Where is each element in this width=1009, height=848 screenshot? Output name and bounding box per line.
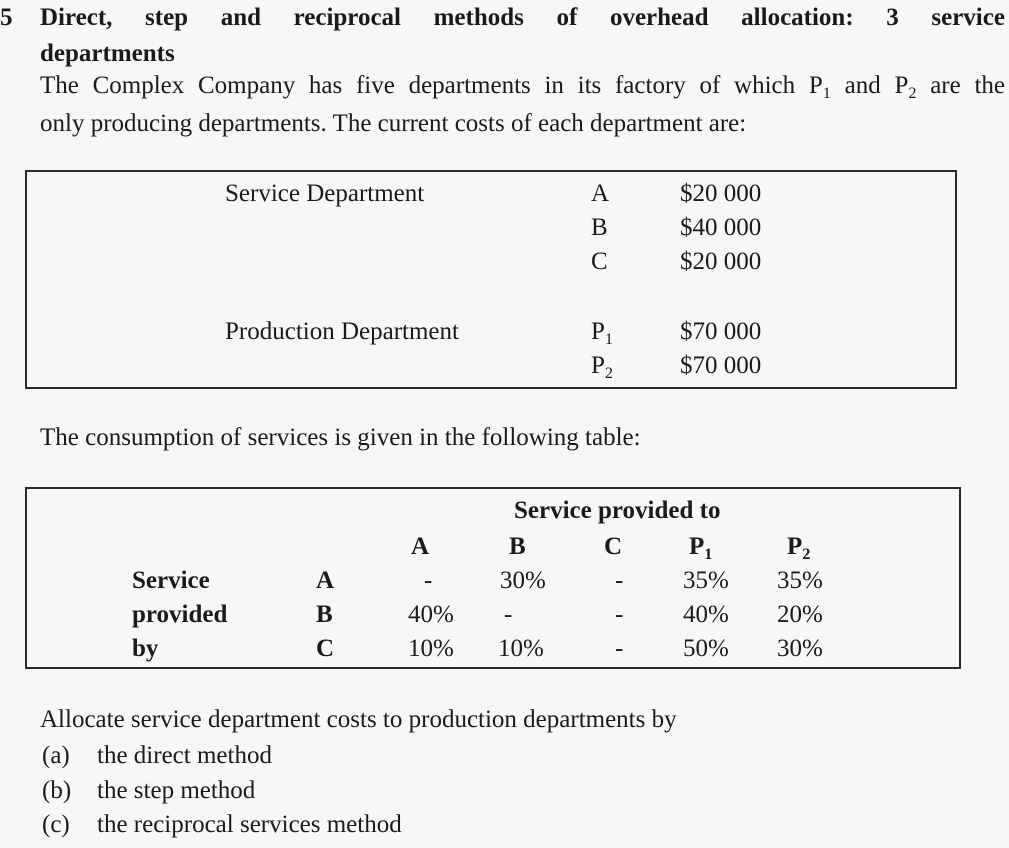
option-text: the direct method <box>97 742 272 769</box>
dept-cost: $20 000 <box>680 180 762 207</box>
question-title-line2: departments <box>40 40 175 67</box>
row-value: 35% <box>683 567 729 594</box>
option-label: (b) <box>42 777 72 804</box>
title-word: of <box>556 4 578 31</box>
row-value: - <box>615 567 624 594</box>
dept-cost: $70 000 <box>680 318 762 345</box>
dept-cost: $40 000 <box>680 214 762 241</box>
column-header: B <box>509 533 526 560</box>
intro-word: of <box>699 72 721 99</box>
intro-word: has <box>308 72 343 99</box>
title-word: allocation: <box>741 4 854 31</box>
row-value: 40% <box>408 601 454 628</box>
option-label: (c) <box>42 811 70 838</box>
row-label: Service <box>132 567 210 594</box>
title-word: Direct, <box>40 4 113 31</box>
title-word: reciprocal <box>293 4 401 31</box>
title-word: methods <box>433 4 524 31</box>
title-word: and <box>220 4 262 31</box>
intro-line2: only producing departments. The current costs of each department are: <box>40 110 747 137</box>
dept-cost: $20 000 <box>680 248 762 275</box>
column-header: $P_1$ <box>689 533 713 563</box>
dept-code: $P_2$ <box>591 352 614 382</box>
row-label: provided <box>132 601 228 628</box>
column-header: A <box>411 533 430 560</box>
intro-word: which <box>734 72 796 99</box>
intro-line1 <box>40 72 1005 100</box>
dept-cost: $70 000 <box>680 352 762 379</box>
intro-word: Company <box>197 72 296 99</box>
costs-table <box>25 170 957 389</box>
intro-word: in <box>544 72 564 99</box>
dept-code: C <box>591 248 608 275</box>
row-value: 35% <box>777 567 823 594</box>
row-value: 30% <box>500 567 546 594</box>
row-value: - <box>504 601 513 628</box>
intro-word: are <box>930 72 961 99</box>
intro-word: departments <box>408 72 531 99</box>
dept-code: B <box>591 214 608 241</box>
row-label: by <box>132 635 159 662</box>
dept-code: $P_1$ <box>591 318 614 348</box>
title-word: 3 <box>886 4 899 31</box>
column-header: C <box>604 533 623 560</box>
row-value: - <box>424 567 433 594</box>
row-value: 20% <box>777 601 823 628</box>
column-header: $P_2$ <box>787 533 811 563</box>
row-value: 50% <box>683 635 729 662</box>
consumption-table <box>25 487 961 669</box>
option-label: (a) <box>42 742 70 769</box>
intro-word: its <box>577 72 602 99</box>
row-value: 30% <box>777 635 823 662</box>
row-value: 10% <box>498 635 544 662</box>
row-from: C <box>316 635 335 662</box>
intro-word: The <box>40 72 79 99</box>
service-department-label: Service Department <box>225 180 425 207</box>
title-word: service <box>931 4 1005 31</box>
row-value: - <box>615 635 624 662</box>
row-value: - <box>615 601 624 628</box>
intro-word: the <box>974 72 1005 99</box>
row-value: 10% <box>408 635 454 662</box>
intro-word: and <box>844 72 881 99</box>
consumption-intro: The consumption of services is given in the following table: <box>40 424 641 451</box>
intro-word: $P_2$ <box>894 72 917 102</box>
table-header: Service provided to <box>514 497 721 524</box>
option-text: the step method <box>97 777 256 804</box>
intro-word: Complex <box>92 72 185 99</box>
option-text: the reciprocal services method <box>97 811 402 838</box>
title-word: step <box>145 4 189 31</box>
task-prompt: Allocate service department costs to production departments by <box>40 706 677 733</box>
intro-word: factory <box>614 72 686 99</box>
dept-code: A <box>591 180 610 207</box>
row-from: B <box>316 601 333 628</box>
intro-word: $P_1$ <box>808 72 831 102</box>
row-value: 40% <box>683 601 729 628</box>
title-word: overhead <box>609 4 709 31</box>
production-department-label: Production Department <box>225 318 459 345</box>
intro-word: five <box>355 72 395 99</box>
row-from: A <box>316 567 335 594</box>
question-title-line1 <box>40 4 1005 32</box>
question-number: 5 <box>0 4 13 31</box>
